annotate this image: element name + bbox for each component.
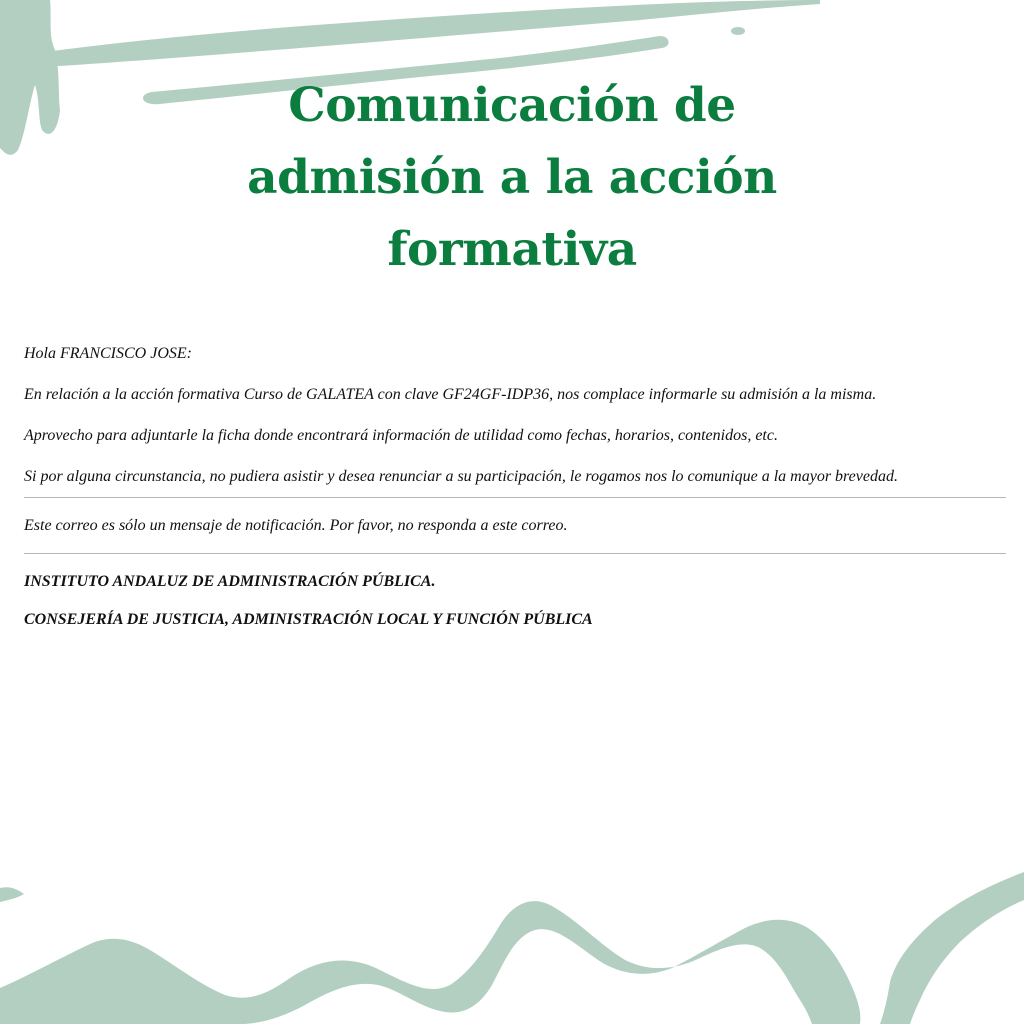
bottom-left-stroke xyxy=(0,887,24,902)
admission-paragraph: En relación a la acción formativa Curso de GALATEA con clave GF24GF-IDP36, nos complace informarle su admisión a la misma. xyxy=(24,386,877,403)
attachment-paragraph: Aprovecho para adjuntarle la ficha donde encontrará información de utilidad como fechas, horarios, contenidos, etc. xyxy=(24,427,778,444)
signature-department: CONSEJERÍA DE JUSTICIA, ADMINISTRACIÓN LOCAL Y FUNCIÓN PÚBLICA xyxy=(24,611,593,628)
top-left-smear xyxy=(0,0,60,155)
withdrawal-paragraph: Si por alguna circunstancia, no pudiera asistir y desea renunciar a su participación, le rogamos nos lo comunique a la mayor brevedad. xyxy=(24,468,898,485)
top-stroke-upper xyxy=(43,0,820,66)
signature-institute: INSTITUTO ANDALUZ DE ADMINISTRACIÓN PÚBLICA. xyxy=(24,573,436,590)
divider xyxy=(24,553,1006,554)
divider xyxy=(24,497,1006,498)
greeting: Hola FRANCISCO JOSE: xyxy=(24,345,192,362)
no-reply-notice: Este correo es sólo un mensaje de notificación. Por favor, no responda a este correo. xyxy=(24,517,568,534)
title-line-3: formativa xyxy=(387,222,637,277)
message-body xyxy=(24,342,1006,632)
bottom-wave xyxy=(0,872,1024,1024)
page-title xyxy=(162,70,862,286)
title-line-2: admisión a la acción xyxy=(247,150,777,205)
top-dot xyxy=(731,27,745,35)
title-line-1: Comunicación de xyxy=(288,78,736,133)
